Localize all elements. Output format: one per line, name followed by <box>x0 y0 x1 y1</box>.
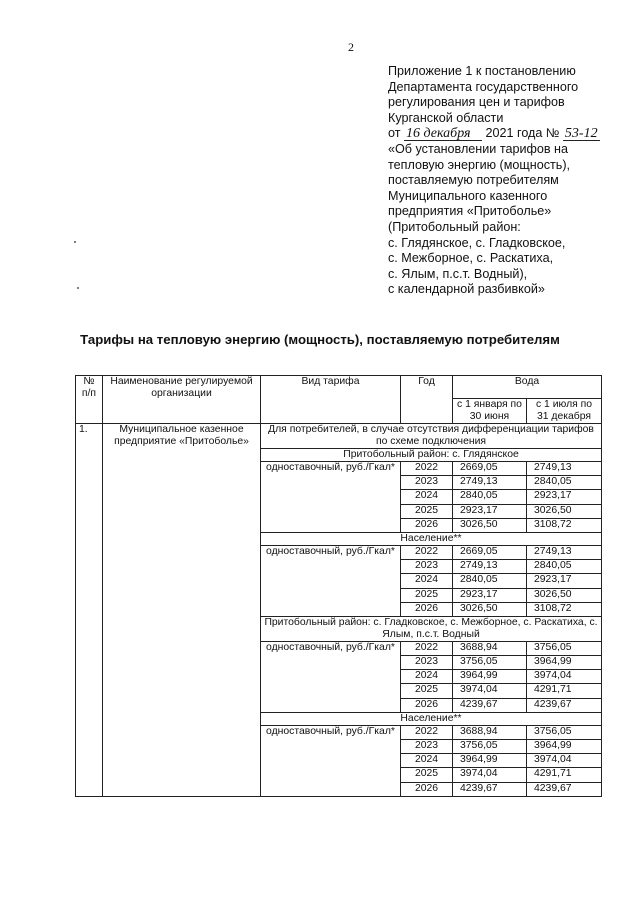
tariff-h2-cell: 4291,71 <box>527 684 602 698</box>
group-label: Население** <box>261 712 602 725</box>
year-cell: 2023 <box>401 656 453 670</box>
tariff-h2-cell: 2923,17 <box>527 574 602 588</box>
year-cell: 2026 <box>401 602 453 616</box>
subject-line: «Об установлении тарифов на <box>388 141 569 156</box>
subject-line: тепловую энергию (мощность), <box>388 157 571 172</box>
tariff-h1-cell: 2923,17 <box>453 588 527 602</box>
group-label: Население** <box>261 532 602 545</box>
scan-speck <box>77 287 79 289</box>
year-cell: 2026 <box>401 782 453 796</box>
tariff-h2-cell: 4291,71 <box>527 768 602 782</box>
year-cell: 2022 <box>401 641 453 655</box>
subject-line: с. Ялым, п.с.т. Водный), <box>388 266 528 281</box>
tariff-h1-cell: 3026,50 <box>453 518 527 532</box>
tariff-h2-cell: 4239,67 <box>527 782 602 796</box>
tariff-h1-cell: 2923,17 <box>453 504 527 518</box>
tariff-h1-cell: 3756,05 <box>453 656 527 670</box>
header-period-2: с 1 июля по 31 декабря <box>527 399 602 424</box>
tariff-h1-cell: 3964,99 <box>453 670 527 684</box>
appendix-line: Приложение 1 к постановлению <box>388 64 576 78</box>
tariff-h1-cell: 2669,05 <box>453 462 527 476</box>
tariff-h1-cell: 3974,04 <box>453 768 527 782</box>
row-number: 1. <box>76 424 103 797</box>
tariff-h1-cell: 3688,94 <box>453 725 527 739</box>
decree-date-line <box>388 126 628 142</box>
subject-line: предприятия «Притоболье» <box>388 204 552 219</box>
table-row <box>76 424 602 449</box>
tariff-h1-cell: 4239,67 <box>453 698 527 712</box>
district-label: Притобольный район: с. Гладковское, с. Межборное, с. Раскатиха, с. Ялым, п.с.т. Водный <box>261 616 602 641</box>
year-cell: 2024 <box>401 670 453 684</box>
tariff-h1-cell: 3964,99 <box>453 754 527 768</box>
tariff-h2-cell: 3964,99 <box>527 740 602 754</box>
year-cell: 2023 <box>401 740 453 754</box>
page-title: Тарифы на тепловую энергию (мощность), поставляемую потребителям <box>80 332 560 347</box>
year-cell: 2025 <box>401 684 453 698</box>
handwritten-date: 16 декабря <box>404 127 482 141</box>
subject-line: (Притобольный район: <box>388 219 521 234</box>
appendix-block <box>388 64 628 298</box>
year-cell: 2023 <box>401 476 453 490</box>
tariff-h2-cell: 3108,72 <box>527 518 602 532</box>
tariff-type-label: одноставочный, руб./Гкал* <box>261 462 401 533</box>
appendix-line: Курганской области <box>388 110 504 125</box>
year-cell: 2025 <box>401 768 453 782</box>
tariff-h2-cell: 3756,05 <box>527 641 602 655</box>
header-num: № п/п <box>76 376 103 424</box>
subject-line: с. Глядянское, с. Гладковское, <box>388 235 566 250</box>
tariff-h2-cell: 3964,99 <box>527 656 602 670</box>
subject-line: поставляемую потребителям <box>388 173 559 188</box>
tariff-type-label: одноставочный, руб./Гкал* <box>261 725 401 796</box>
subject-line: с календарной разбивкой» <box>388 282 545 297</box>
year-cell: 2025 <box>401 504 453 518</box>
header-org: Наименование регулируемой организации <box>103 376 261 424</box>
tariff-h2-cell: 3108,72 <box>527 602 602 616</box>
tariff-h1-cell: 2749,13 <box>453 476 527 490</box>
page-number: 2 <box>348 40 354 54</box>
header-year: Год <box>401 376 453 424</box>
tariff-h1-cell: 3756,05 <box>453 740 527 754</box>
tariff-h2-cell: 3026,50 <box>527 588 602 602</box>
year-cell: 2022 <box>401 725 453 739</box>
subject-line: Муниципального казенного <box>388 188 548 203</box>
date-prefix: от <box>388 126 401 141</box>
tariff-h2-cell: 3756,05 <box>527 725 602 739</box>
tariff-type-label: одноставочный, руб./Гкал* <box>261 545 401 616</box>
header-tariff-type: Вид тарифа <box>261 376 401 424</box>
tariff-h2-cell: 2749,13 <box>527 545 602 559</box>
year-cell: 2025 <box>401 588 453 602</box>
header-period-1: с 1 января по 30 июня <box>453 399 527 424</box>
year-text: 2021 года № <box>485 126 560 141</box>
tariff-h1-cell: 2749,13 <box>453 560 527 574</box>
tariff-h2-cell: 3974,04 <box>527 754 602 768</box>
tariff-h1-cell: 2669,05 <box>453 545 527 559</box>
year-cell: 2024 <box>401 754 453 768</box>
tariff-h1-cell: 2840,05 <box>453 574 527 588</box>
appendix-line: регулирования цен и тарифов <box>388 95 565 110</box>
year-cell: 2024 <box>401 574 453 588</box>
tariff-h2-cell: 3026,50 <box>527 504 602 518</box>
tariff-h1-cell: 3026,50 <box>453 602 527 616</box>
tariff-h2-cell: 2840,05 <box>527 476 602 490</box>
tariff-h1-cell: 3688,94 <box>453 641 527 655</box>
year-cell: 2022 <box>401 545 453 559</box>
tariff-h2-cell: 2840,05 <box>527 560 602 574</box>
district-label: Притобольный район: с. Глядянское <box>261 449 602 462</box>
tariff-h2-cell: 4239,67 <box>527 698 602 712</box>
tariff-h2-cell: 2923,17 <box>527 490 602 504</box>
tariff-h1-cell: 4239,67 <box>453 782 527 796</box>
tariff-h1-cell: 2840,05 <box>453 490 527 504</box>
tariff-table <box>75 375 602 797</box>
year-cell: 2024 <box>401 490 453 504</box>
tariff-type-label: одноставочный, руб./Гкал* <box>261 641 401 712</box>
tariff-h1-cell: 3974,04 <box>453 684 527 698</box>
tariff-h2-cell: 3974,04 <box>527 670 602 684</box>
year-cell: 2023 <box>401 560 453 574</box>
year-cell: 2026 <box>401 518 453 532</box>
general-note: Для потребителей, в случае отсутствия дифференциации тарифов по схеме подключения <box>261 424 602 449</box>
organization-name: Муниципальное казенное предприятие «Притоболье» <box>103 424 261 797</box>
year-cell: 2022 <box>401 462 453 476</box>
year-cell: 2026 <box>401 698 453 712</box>
table-header-row <box>76 376 602 399</box>
handwritten-number: 53-12 <box>564 126 598 142</box>
appendix-line: Департамента государственного <box>388 79 579 94</box>
subject-line: с. Межборное, с. Раскатиха, <box>388 251 554 266</box>
header-water: Вода <box>453 376 602 399</box>
tariff-h2-cell: 2749,13 <box>527 462 602 476</box>
scan-speck <box>74 241 76 243</box>
